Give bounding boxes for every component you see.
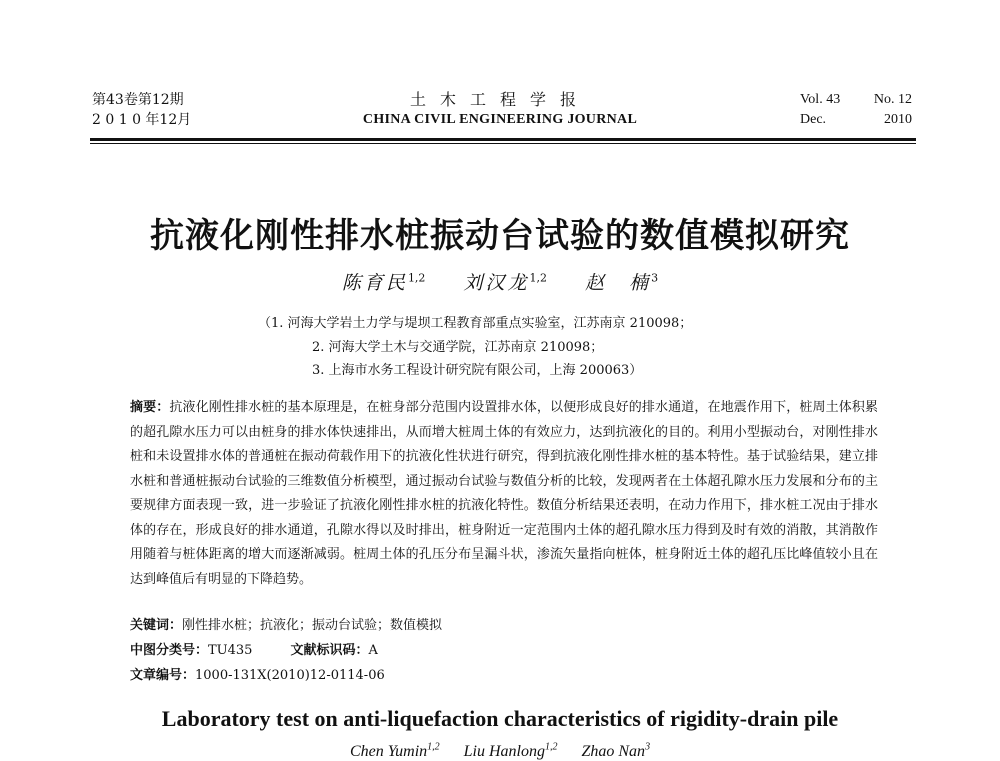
affiliation-2: 2. 河海大学土木与交通学院，江苏南京 210098； — [312, 340, 604, 355]
classification — [130, 641, 378, 661]
author-cn: 刘汉龙$^{1,2}$ — [463, 271, 547, 294]
keywords-label: 关键词： — [130, 618, 183, 633]
journal-name-en: CHINA CIVIL ENGINEERING JOURNAL — [362, 112, 638, 127]
keywords — [130, 616, 442, 636]
header-rule-thin — [90, 143, 916, 144]
authors-cn — [0, 268, 1000, 295]
author-en: Chen Yumin$^{1,2}$ — [349, 742, 440, 761]
abstract-text: 抗液化刚性排水桩的基本原理是，在桩身部分范围内设置排水体，以便形成良好的排水通道，在地震作用下，桩周土体积累的超孔隙水压力可以由桩身的排水体快速排出，从而增大桩周土体的有效应力，达到抗液化的目的。利用小型振动台，对刚性排水桩和未设置排水体的普通桩在振动荷载作用下的抗液化性状进行研究，得到抗液化刚性排水桩的基本特性。基于试验结果，建立排水桩和普通桩振动台试验的三维数值分析模型，通过振动台试验与数值分析的比较，发现两者在土体超孔隙水压力发展和分布的主要规律方面表现一致，进一步验证了抗液化刚性排水桩的抗液化特性。数值分析结果还表明，在动力作用下，排水桩工况由于排水体的存在，形成良好的排水通道，孔隙水得以及时排出，桩身附近一定范围内土体的超孔隙水压力得到及时有效的消散，其消散作用随着与桩体距离的增大而逐渐减弱。桩周土体的孔压分布呈漏斗状，渗流矢量指向桩体，桩身附近土体的超孔压比峰值较小且在达到峰值后有明显的下降趋势。 — [130, 400, 878, 587]
author-cn: 赵 楠$^3$ — [585, 271, 659, 294]
author-cn: 陈育民$^{1,2}$ — [341, 271, 426, 294]
author-en: Zhao Nan$^3$ — [581, 742, 651, 761]
volume: Vol. 43 — [800, 92, 841, 107]
article-number-label: 文章编号： — [130, 668, 196, 683]
issue-cn: 第43卷第12期 — [92, 92, 184, 108]
month: Dec. — [800, 112, 827, 127]
doc-code-value: A — [368, 643, 378, 658]
clc-label: 中图分类号： — [130, 643, 209, 658]
abstract — [130, 396, 878, 592]
affiliation-1: （1. 河海大学岩土力学与堤坝工程教育部重点实验室，江苏南京 210098； — [258, 316, 693, 331]
author-en: Liu Hanlong$^{1,2}$ — [463, 742, 558, 761]
clc-value: TU435 — [208, 643, 253, 658]
keywords-text: 刚性排水桩；抗液化；振动台试验；数值模拟 — [182, 618, 443, 633]
authors-en — [0, 742, 1000, 761]
year: 2010 — [884, 112, 912, 127]
article-number-value: 1000-131X(2010)12-0114-06 — [195, 668, 385, 683]
paper-title-en: Laboratory test on anti-liquefaction characteristics of rigidity-drain pile — [161, 706, 839, 731]
journal-issue-right — [800, 90, 912, 130]
doc-code-label: 文献标识码： — [290, 643, 369, 658]
affiliation-3: 3. 上海市水务工程设计研究院有限公司，上海 200063） — [312, 363, 643, 378]
journal-name-cn: 土木工程学报 — [409, 90, 590, 109]
article-number — [130, 666, 385, 686]
paper-title-cn: 抗液化刚性排水桩振动台试验的数值模拟研究 — [150, 216, 850, 256]
issue-number: No. 12 — [873, 92, 912, 107]
date-cn: 2 0 1 0 年12月 — [92, 112, 192, 128]
abstract-label: 摘要： — [130, 400, 170, 415]
header-rule-thick — [90, 138, 916, 141]
